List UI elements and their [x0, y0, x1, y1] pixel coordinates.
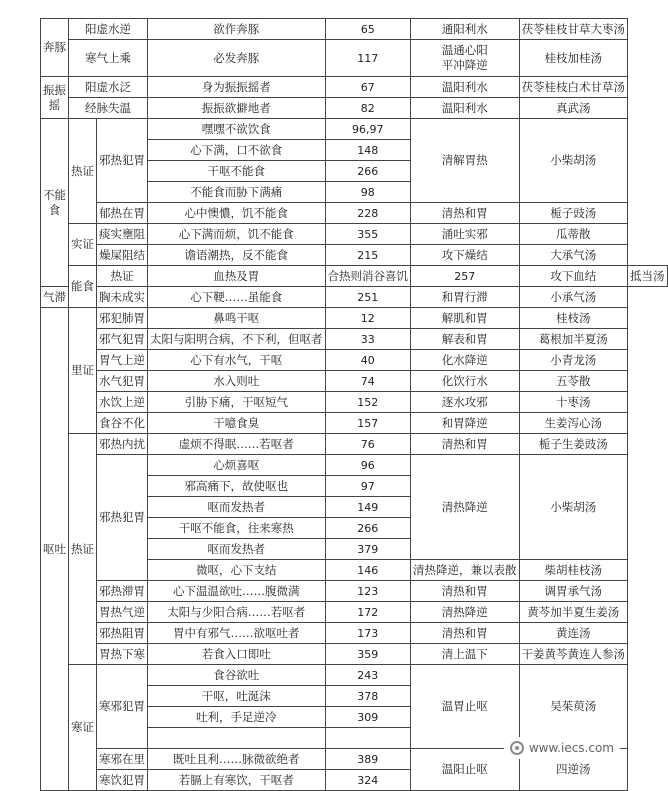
table-cell: 热证 — [69, 119, 97, 224]
table-cell: 太阳与少阳合病……若呕者 — [148, 602, 326, 623]
clause-number-cell: 82 — [325, 98, 411, 119]
table-cell: 栀子生姜豉汤 — [519, 434, 628, 455]
table-cell: 攻下燥结 — [411, 245, 520, 266]
table-row — [41, 266, 668, 287]
table-cell: 黄芩加半夏生姜汤 — [519, 602, 628, 623]
table-cell: 振振欲擗地者 — [148, 98, 326, 119]
clause-number-cell: 12 — [325, 308, 411, 329]
table-cell: 干呕不能食 — [148, 161, 326, 182]
table-cell: 寒邪在里 — [97, 749, 148, 770]
table-cell: 清上温下 — [411, 644, 520, 665]
table-cell: 十枣汤 — [519, 392, 628, 413]
table-cell: 涌吐实邪 — [411, 224, 520, 245]
table-cell: 呕而发热者 — [148, 539, 326, 560]
table-cell: 通阳利水 — [411, 19, 520, 40]
clause-number-cell: 228 — [325, 203, 411, 224]
table-row — [41, 77, 668, 98]
table-cell: 心下鞕……虽能食 — [148, 287, 326, 308]
table-cell: 热证 — [97, 266, 148, 287]
table-cell: 热证 — [69, 434, 97, 665]
table-cell: 邪热犯胃 — [97, 455, 148, 581]
table-cell: 逐水攻邪 — [411, 392, 520, 413]
clause-number-cell: 65 — [325, 19, 411, 40]
table-cell: 解表和胃 — [411, 329, 520, 350]
table-cell: 合热则消谷喜饥 — [325, 266, 411, 287]
table-cell: 抵当汤 — [628, 266, 668, 287]
table-cell: 呕而发热者 — [148, 497, 326, 518]
table-cell: 胃气上逆 — [97, 350, 148, 371]
clause-number-cell: 359 — [325, 644, 411, 665]
table-row — [41, 40, 668, 77]
table-cell: 心中懊憹，饥不能食 — [148, 203, 326, 224]
table-cell: 若膈上有寒饮，干呕者 — [148, 770, 326, 791]
table-cell: 身为振振摇者 — [148, 77, 326, 98]
table-cell: 化饮行水 — [411, 371, 520, 392]
clause-number-cell — [325, 728, 411, 749]
watermark — [504, 737, 620, 759]
table-cell: 胸未成实 — [97, 287, 148, 308]
table-cell: 邪热犯胃 — [97, 119, 148, 203]
table-cell: 阳虚水泛 — [69, 77, 148, 98]
table-cell: 心烦喜呕 — [148, 455, 326, 476]
table-cell: 邪气犯胃 — [97, 329, 148, 350]
table-cell: 实证 — [69, 224, 97, 266]
table-row — [41, 644, 668, 665]
table-cell: 若食入口即吐 — [148, 644, 326, 665]
clause-number-cell: 146 — [325, 560, 411, 581]
table-row — [41, 19, 668, 40]
table-row — [41, 224, 668, 245]
table-cell: 邪高痛下，故使呕也 — [148, 476, 326, 497]
table-cell: 邪热内扰 — [97, 434, 148, 455]
clause-number-cell: 266 — [325, 518, 411, 539]
table-row — [41, 455, 668, 476]
table-cell: 能食 — [69, 266, 97, 308]
table-cell: 真武汤 — [519, 98, 628, 119]
table-cell: 心下满而烦，饥不能食 — [148, 224, 326, 245]
table-cell: 燥屎阻结 — [97, 245, 148, 266]
table-cell: 化水降逆 — [411, 350, 520, 371]
table-cell: 鼻鸣干呕 — [148, 308, 326, 329]
table-cell: 攻下血结 — [519, 266, 628, 287]
clause-number-cell: 172 — [325, 602, 411, 623]
camera-ring-icon — [510, 741, 524, 755]
table-cell: 虚烦不得眠……若呕者 — [148, 434, 326, 455]
table-row — [41, 287, 668, 308]
table-cell: 清解胃热 — [411, 119, 520, 203]
table-cell: 心下温温欲吐……腹微满 — [148, 581, 326, 602]
clause-number-cell: 149 — [325, 497, 411, 518]
clause-number-cell: 40 — [325, 350, 411, 371]
table-row — [41, 245, 668, 266]
table-cell: 郁热在胃 — [97, 203, 148, 224]
table-cell: 痰实壅阻 — [97, 224, 148, 245]
clause-number-cell: 33 — [325, 329, 411, 350]
table-cell: 欲作奔豚 — [148, 19, 326, 40]
clause-number-cell: 389 — [325, 749, 411, 770]
table-cell: 太阳与阳明合病，不下利，但呕者 — [148, 329, 326, 350]
table-cell: 小承气汤 — [519, 287, 628, 308]
clause-number-cell: 379 — [325, 539, 411, 560]
table-cell: 必发奔豚 — [148, 40, 326, 77]
table-row — [41, 602, 668, 623]
table-cell: 和胃行滞 — [411, 287, 520, 308]
table-cell: 吴茱萸汤 — [519, 665, 628, 749]
clause-number-cell: 157 — [325, 413, 411, 434]
table-cell: 黄连汤 — [519, 623, 628, 644]
table-cell: 不能食而胁下满痛 — [148, 182, 326, 203]
table-cell: 水气犯胃 — [97, 371, 148, 392]
table-row — [41, 329, 668, 350]
clause-number-cell: 378 — [325, 686, 411, 707]
clause-number-cell: 324 — [325, 770, 411, 791]
table-cell: 桂枝汤 — [519, 308, 628, 329]
clause-number-cell: 148 — [325, 140, 411, 161]
table-cell: 心下满，口不欲食 — [148, 140, 326, 161]
table-cell: 气滞 — [41, 287, 69, 308]
table-cell: 小青龙汤 — [519, 350, 628, 371]
clause-number-cell: 123 — [325, 581, 411, 602]
table-cell: 寒气上乘 — [69, 40, 148, 77]
table-cell: 清热和胃 — [411, 434, 520, 455]
table-cell: 温阳利水 — [411, 98, 520, 119]
table-cell: 经脉失温 — [69, 98, 148, 119]
clause-number-cell: 96 — [325, 455, 411, 476]
table-cell: 五苓散 — [519, 371, 628, 392]
clause-number-cell: 266 — [325, 161, 411, 182]
table-cell: 邪热阻胃 — [97, 623, 148, 644]
table-cell: 嘿嘿不欲饮食 — [148, 119, 326, 140]
table-cell: 温阳止呕 — [411, 749, 520, 791]
table-cell: 吐利，手足逆冷 — [148, 707, 326, 728]
clause-number-cell: 215 — [325, 245, 411, 266]
table-cell: 食谷欲吐 — [148, 665, 326, 686]
table-cell: 食谷不化 — [97, 413, 148, 434]
clause-number-cell: 67 — [325, 77, 411, 98]
table-cell: 桂枝加桂汤 — [519, 40, 628, 77]
table-cell: 茯苓桂枝甘草大枣汤 — [519, 19, 628, 40]
table-cell: 葛根加半夏汤 — [519, 329, 628, 350]
clause-number-cell: 96,97 — [325, 119, 411, 140]
table-cell: 微呕，心下支结 — [148, 560, 326, 581]
formula-table — [40, 18, 668, 791]
watermark-text: www.iecs.com — [528, 741, 614, 755]
table-cell: 胃中有邪气……欲呕吐者 — [148, 623, 326, 644]
table-cell: 不能 食 — [41, 119, 69, 287]
table-cell: 振振 摇 — [41, 77, 69, 119]
table-cell: 胃热气逆 — [97, 602, 148, 623]
table-cell: 清热降逆 — [411, 455, 520, 560]
table-row — [41, 119, 668, 140]
table-cell: 水饮上逆 — [97, 392, 148, 413]
table-cell: 干姜黄芩黄连人参汤 — [519, 644, 628, 665]
table-cell: 血热及胃 — [148, 266, 326, 287]
clause-number-cell: 243 — [325, 665, 411, 686]
table-row — [41, 350, 668, 371]
clause-number-cell: 257 — [411, 266, 520, 287]
table-cell: 生姜泻心汤 — [519, 413, 628, 434]
clause-number-cell: 173 — [325, 623, 411, 644]
table-cell: 胃热下寒 — [97, 644, 148, 665]
table-cell: 调胃承气汤 — [519, 581, 628, 602]
table-row — [41, 308, 668, 329]
table-cell: 大承气汤 — [519, 245, 628, 266]
table-cell: 里证 — [69, 308, 97, 434]
table-row — [41, 371, 668, 392]
table-cell: 干呕不能食，往来寒热 — [148, 518, 326, 539]
table-cell: 水入则吐 — [148, 371, 326, 392]
clause-number-cell: 117 — [325, 40, 411, 77]
table-cell: 既吐且利……脉微欲绝者 — [148, 749, 326, 770]
table-cell: 温胃止呕 — [411, 665, 520, 749]
table-cell: 干呕，吐涎沫 — [148, 686, 326, 707]
table-cell: 寒饮犯胃 — [97, 770, 148, 791]
table-row — [41, 413, 668, 434]
table-row — [41, 392, 668, 413]
table-cell: 四逆汤 — [519, 749, 628, 791]
table-cell: 清热降逆 — [411, 602, 520, 623]
table-cell: 解肌和胃 — [411, 308, 520, 329]
clause-number-cell: 97 — [325, 476, 411, 497]
table-row — [41, 581, 668, 602]
table-cell: 清热和胃 — [411, 203, 520, 224]
table-cell: 清热降逆，兼以表散 — [411, 560, 520, 581]
clause-number-cell: 152 — [325, 392, 411, 413]
table-cell: 邪热滞胃 — [97, 581, 148, 602]
table-row — [41, 665, 668, 686]
clause-number-cell: 309 — [325, 707, 411, 728]
table-cell: 栀子豉汤 — [519, 203, 628, 224]
clause-number-cell: 76 — [325, 434, 411, 455]
table-cell: 清热和胃 — [411, 581, 520, 602]
table-cell: 清热和胃 — [411, 623, 520, 644]
table-row — [41, 434, 668, 455]
table-cell: 奔豚 — [41, 19, 69, 77]
table-row — [41, 203, 668, 224]
table-cell: 瓜蒂散 — [519, 224, 628, 245]
table-cell: 小柴胡汤 — [519, 119, 628, 203]
table-cell: 温阳利水 — [411, 77, 520, 98]
table-cell: 寒证 — [69, 665, 97, 791]
table-cell: 温通心阳 平冲降逆 — [411, 40, 520, 77]
table-cell — [148, 728, 326, 749]
table-row — [41, 623, 668, 644]
clause-number-cell: 355 — [325, 224, 411, 245]
table-cell: 寒邪犯胃 — [97, 665, 148, 749]
table-cell: 谵语潮热，反不能食 — [148, 245, 326, 266]
table-row — [41, 98, 668, 119]
table-cell: 邪犯肺胃 — [97, 308, 148, 329]
clause-number-cell: 251 — [325, 287, 411, 308]
table-cell: 和胃降逆 — [411, 413, 520, 434]
table-cell: 引胁下痛，干呕短气 — [148, 392, 326, 413]
table-cell: 阳虚水逆 — [69, 19, 148, 40]
table-cell: 干噫食臭 — [148, 413, 326, 434]
table-cell: 小柴胡汤 — [519, 455, 628, 560]
table-cell: 心下有水气，干呕 — [148, 350, 326, 371]
clause-number-cell: 98 — [325, 182, 411, 203]
clause-number-cell: 74 — [325, 371, 411, 392]
table-cell: 柴胡桂枝汤 — [519, 560, 628, 581]
table-cell: 呕吐 — [41, 308, 69, 791]
table-cell: 茯苓桂枝白术甘草汤 — [519, 77, 628, 98]
